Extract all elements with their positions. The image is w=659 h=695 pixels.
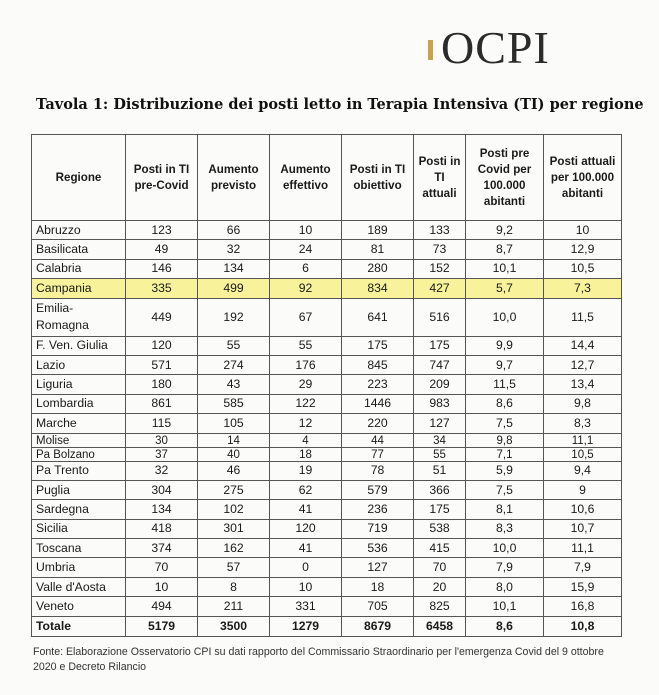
table-cell: 9,2 [466, 221, 544, 240]
table-row [32, 519, 622, 538]
table-cell: 12,7 [544, 355, 622, 374]
table-cell: 162 [198, 539, 270, 558]
table-row [32, 433, 622, 447]
table-cell: 10,5 [544, 447, 622, 461]
table-cell: 825 [414, 597, 466, 616]
table-cell: 175 [414, 336, 466, 355]
table-cell: 57 [198, 558, 270, 577]
header-aumento-effettivo: Aumento effettivo [270, 135, 342, 221]
cell-regione: Abruzzo [32, 221, 126, 240]
table-row [32, 577, 622, 596]
table-cell: 120 [270, 519, 342, 538]
table-row [32, 597, 622, 616]
table-cell: 115 [126, 414, 198, 433]
table-cell: 6 [270, 259, 342, 278]
table-cell: 189 [342, 221, 414, 240]
table-cell: 9,7 [466, 355, 544, 374]
table-cell: 747 [414, 355, 466, 374]
cell-regione: Umbria [32, 558, 126, 577]
table-row [32, 259, 622, 278]
table-cell: 133 [414, 221, 466, 240]
table-cell: 10 [270, 221, 342, 240]
table-cell: 81 [342, 240, 414, 259]
table-title: Tavola 1: Distribuzione dei posti letto in Terapia Intensiva (TI) per regione [36, 96, 644, 113]
table-cell: 4 [270, 433, 342, 447]
table-cell: 335 [126, 279, 198, 298]
table-cell: 8,3 [544, 414, 622, 433]
table-row [32, 500, 622, 519]
table-cell: 152 [414, 259, 466, 278]
table-row [32, 394, 622, 413]
table-cell: 641 [342, 298, 414, 336]
table-cell: 415 [414, 539, 466, 558]
table-cell: 18 [270, 447, 342, 461]
cell-regione: Totale [32, 616, 126, 636]
table-cell: 10,7 [544, 519, 622, 538]
table-cell: 494 [126, 597, 198, 616]
table-cell: 8 [198, 577, 270, 596]
table-cell: 37 [126, 447, 198, 461]
table-row [32, 480, 622, 499]
table-cell: 7,9 [544, 558, 622, 577]
table-cell: 123 [126, 221, 198, 240]
table-cell: 274 [198, 355, 270, 374]
table-cell: 10,6 [544, 500, 622, 519]
table-cell: 8,6 [466, 616, 544, 636]
cell-regione: Emilia-Romagna [32, 298, 126, 336]
table-cell: 30 [126, 433, 198, 447]
table-cell: 10,5 [544, 259, 622, 278]
cell-regione: Valle d'Aosta [32, 577, 126, 596]
table-cell: 9,8 [544, 394, 622, 413]
table-cell: 73 [414, 240, 466, 259]
table-row [32, 279, 622, 298]
header-regione: Regione [32, 135, 126, 221]
table-cell: 7,9 [466, 558, 544, 577]
table-cell: 845 [342, 355, 414, 374]
table-cell: 427 [414, 279, 466, 298]
table-cell: 44 [342, 433, 414, 447]
table-cell: 236 [342, 500, 414, 519]
table-cell: 8,3 [466, 519, 544, 538]
table-cell: 8,0 [466, 577, 544, 596]
table-row [32, 240, 622, 259]
table-cell: 536 [342, 539, 414, 558]
table-cell: 449 [126, 298, 198, 336]
table-row [32, 461, 622, 480]
table-cell: 9,4 [544, 461, 622, 480]
table-cell: 366 [414, 480, 466, 499]
table-cell: 14 [198, 433, 270, 447]
table-cell: 70 [414, 558, 466, 577]
table-cell: 14,4 [544, 336, 622, 355]
table-cell: 5179 [126, 616, 198, 636]
table-cell: 18 [342, 577, 414, 596]
table-cell: 983 [414, 394, 466, 413]
table-cell: 180 [126, 375, 198, 394]
table-row [32, 336, 622, 355]
cell-regione: Pa Trento [32, 461, 126, 480]
table-cell: 280 [342, 259, 414, 278]
header-attuali-per-100k: Posti attuali per 100.000 abitanti [544, 135, 622, 221]
table-cell: 6458 [414, 616, 466, 636]
header-pre-covid-per-100k: Posti pre Covid per 100.000 abitanti [466, 135, 544, 221]
table-cell: 861 [126, 394, 198, 413]
table-row [32, 221, 622, 240]
table-cell: 32 [198, 240, 270, 259]
table-cell: 705 [342, 597, 414, 616]
table-cell: 41 [270, 539, 342, 558]
table-row [32, 539, 622, 558]
table-cell: 8,6 [466, 394, 544, 413]
table-cell: 579 [342, 480, 414, 499]
table-cell: 62 [270, 480, 342, 499]
table-cell: 0 [270, 558, 342, 577]
cell-regione: Lazio [32, 355, 126, 374]
table-cell: 40 [198, 447, 270, 461]
table-cell: 220 [342, 414, 414, 433]
table-cell: 16,8 [544, 597, 622, 616]
header-aumento-previsto: Aumento previsto [198, 135, 270, 221]
cell-regione: Marche [32, 414, 126, 433]
table-cell: 418 [126, 519, 198, 538]
table-cell: 20 [414, 577, 466, 596]
cell-regione: Sardegna [32, 500, 126, 519]
table-row [32, 298, 622, 336]
cell-regione: Sicilia [32, 519, 126, 538]
table-cell: 66 [198, 221, 270, 240]
table-cell: 10,0 [466, 539, 544, 558]
logo-accent-bar [428, 40, 433, 60]
table-cell: 304 [126, 480, 198, 499]
table-cell: 11,1 [544, 539, 622, 558]
table-cell: 275 [198, 480, 270, 499]
table-total-row [32, 616, 622, 636]
table-cell: 5,7 [466, 279, 544, 298]
table-cell: 331 [270, 597, 342, 616]
logo-text: OCPI [441, 22, 550, 73]
header-posti-attuali: Posti in TI attuali [414, 135, 466, 221]
table-cell: 9 [544, 480, 622, 499]
table-cell: 499 [198, 279, 270, 298]
table-cell: 10 [544, 221, 622, 240]
table-cell: 92 [270, 279, 342, 298]
table-row [32, 558, 622, 577]
table-cell: 49 [126, 240, 198, 259]
table-header-row [32, 135, 622, 221]
table-cell: 175 [342, 336, 414, 355]
header-posti-pre-covid: Posti in TI pre-Covid [126, 135, 198, 221]
table-row [32, 355, 622, 374]
table-cell: 719 [342, 519, 414, 538]
table-cell: 8679 [342, 616, 414, 636]
table-cell: 1446 [342, 394, 414, 413]
table-cell: 10,8 [544, 616, 622, 636]
table-cell: 9,8 [466, 433, 544, 447]
table-cell: 12 [270, 414, 342, 433]
table-cell: 209 [414, 375, 466, 394]
cell-regione: Puglia [32, 480, 126, 499]
cell-regione: Campania [32, 279, 126, 298]
table-row [32, 375, 622, 394]
table-cell: 10,1 [466, 259, 544, 278]
cell-regione: Veneto [32, 597, 126, 616]
table-cell: 374 [126, 539, 198, 558]
table-cell: 176 [270, 355, 342, 374]
table-cell: 516 [414, 298, 466, 336]
cell-regione: Toscana [32, 539, 126, 558]
table-cell: 10,1 [466, 597, 544, 616]
table-cell: 1279 [270, 616, 342, 636]
table-cell: 146 [126, 259, 198, 278]
table-cell: 211 [198, 597, 270, 616]
table-cell: 32 [126, 461, 198, 480]
table-row [32, 447, 622, 461]
table-cell: 51 [414, 461, 466, 480]
table-cell: 175 [414, 500, 466, 519]
table-cell: 55 [198, 336, 270, 355]
table-cell: 7,1 [466, 447, 544, 461]
table-cell: 571 [126, 355, 198, 374]
table-cell: 11,1 [544, 433, 622, 447]
table-cell: 34 [414, 433, 466, 447]
cell-regione: F. Ven. Giulia [32, 336, 126, 355]
cell-regione: Liguria [32, 375, 126, 394]
table-cell: 127 [342, 558, 414, 577]
icu-beds-table [31, 134, 622, 637]
cell-regione: Lombardia [32, 394, 126, 413]
cell-regione: Pa Bolzano [32, 447, 126, 461]
table-cell: 41 [270, 500, 342, 519]
table-cell: 3500 [198, 616, 270, 636]
table-cell: 9,9 [466, 336, 544, 355]
table-cell: 10 [270, 577, 342, 596]
table-cell: 122 [270, 394, 342, 413]
table-cell: 8,7 [466, 240, 544, 259]
table-cell: 5,9 [466, 461, 544, 480]
table-cell: 55 [414, 447, 466, 461]
table-cell: 67 [270, 298, 342, 336]
table-cell: 538 [414, 519, 466, 538]
table-cell: 29 [270, 375, 342, 394]
table-cell: 11,5 [466, 375, 544, 394]
table-cell: 102 [198, 500, 270, 519]
table-cell: 77 [342, 447, 414, 461]
cell-regione: Calabria [32, 259, 126, 278]
table-cell: 55 [270, 336, 342, 355]
table-cell: 301 [198, 519, 270, 538]
table-cell: 127 [414, 414, 466, 433]
table-cell: 12,9 [544, 240, 622, 259]
table-cell: 78 [342, 461, 414, 480]
cell-regione: Molise [32, 433, 126, 447]
table-cell: 46 [198, 461, 270, 480]
table-cell: 834 [342, 279, 414, 298]
table-cell: 19 [270, 461, 342, 480]
table-cell: 7,3 [544, 279, 622, 298]
table-cell: 585 [198, 394, 270, 413]
table-cell: 105 [198, 414, 270, 433]
table-cell: 11,5 [544, 298, 622, 336]
table-cell: 7,5 [466, 480, 544, 499]
table-cell: 7,5 [466, 414, 544, 433]
table-cell: 24 [270, 240, 342, 259]
table-cell: 10 [126, 577, 198, 596]
table-cell: 43 [198, 375, 270, 394]
cell-regione: Basilicata [32, 240, 126, 259]
table-cell: 13,4 [544, 375, 622, 394]
table-cell: 223 [342, 375, 414, 394]
table-cell: 10,0 [466, 298, 544, 336]
table-cell: 192 [198, 298, 270, 336]
table-cell: 70 [126, 558, 198, 577]
table-cell: 134 [126, 500, 198, 519]
table-cell: 134 [198, 259, 270, 278]
table-cell: 8,1 [466, 500, 544, 519]
header-posti-obiettivo: Posti in TI obiettivo [342, 135, 414, 221]
ocpi-logo [428, 22, 550, 73]
table-row [32, 414, 622, 433]
table-cell: 120 [126, 336, 198, 355]
source-note: Fonte: Elaborazione Osservatorio CPI su dati rapporto del Commissario Straordinario per l'emergenza Covid del 9 ottobre 2020 e Decreto Rilancio [33, 646, 604, 673]
table-cell: 15,9 [544, 577, 622, 596]
